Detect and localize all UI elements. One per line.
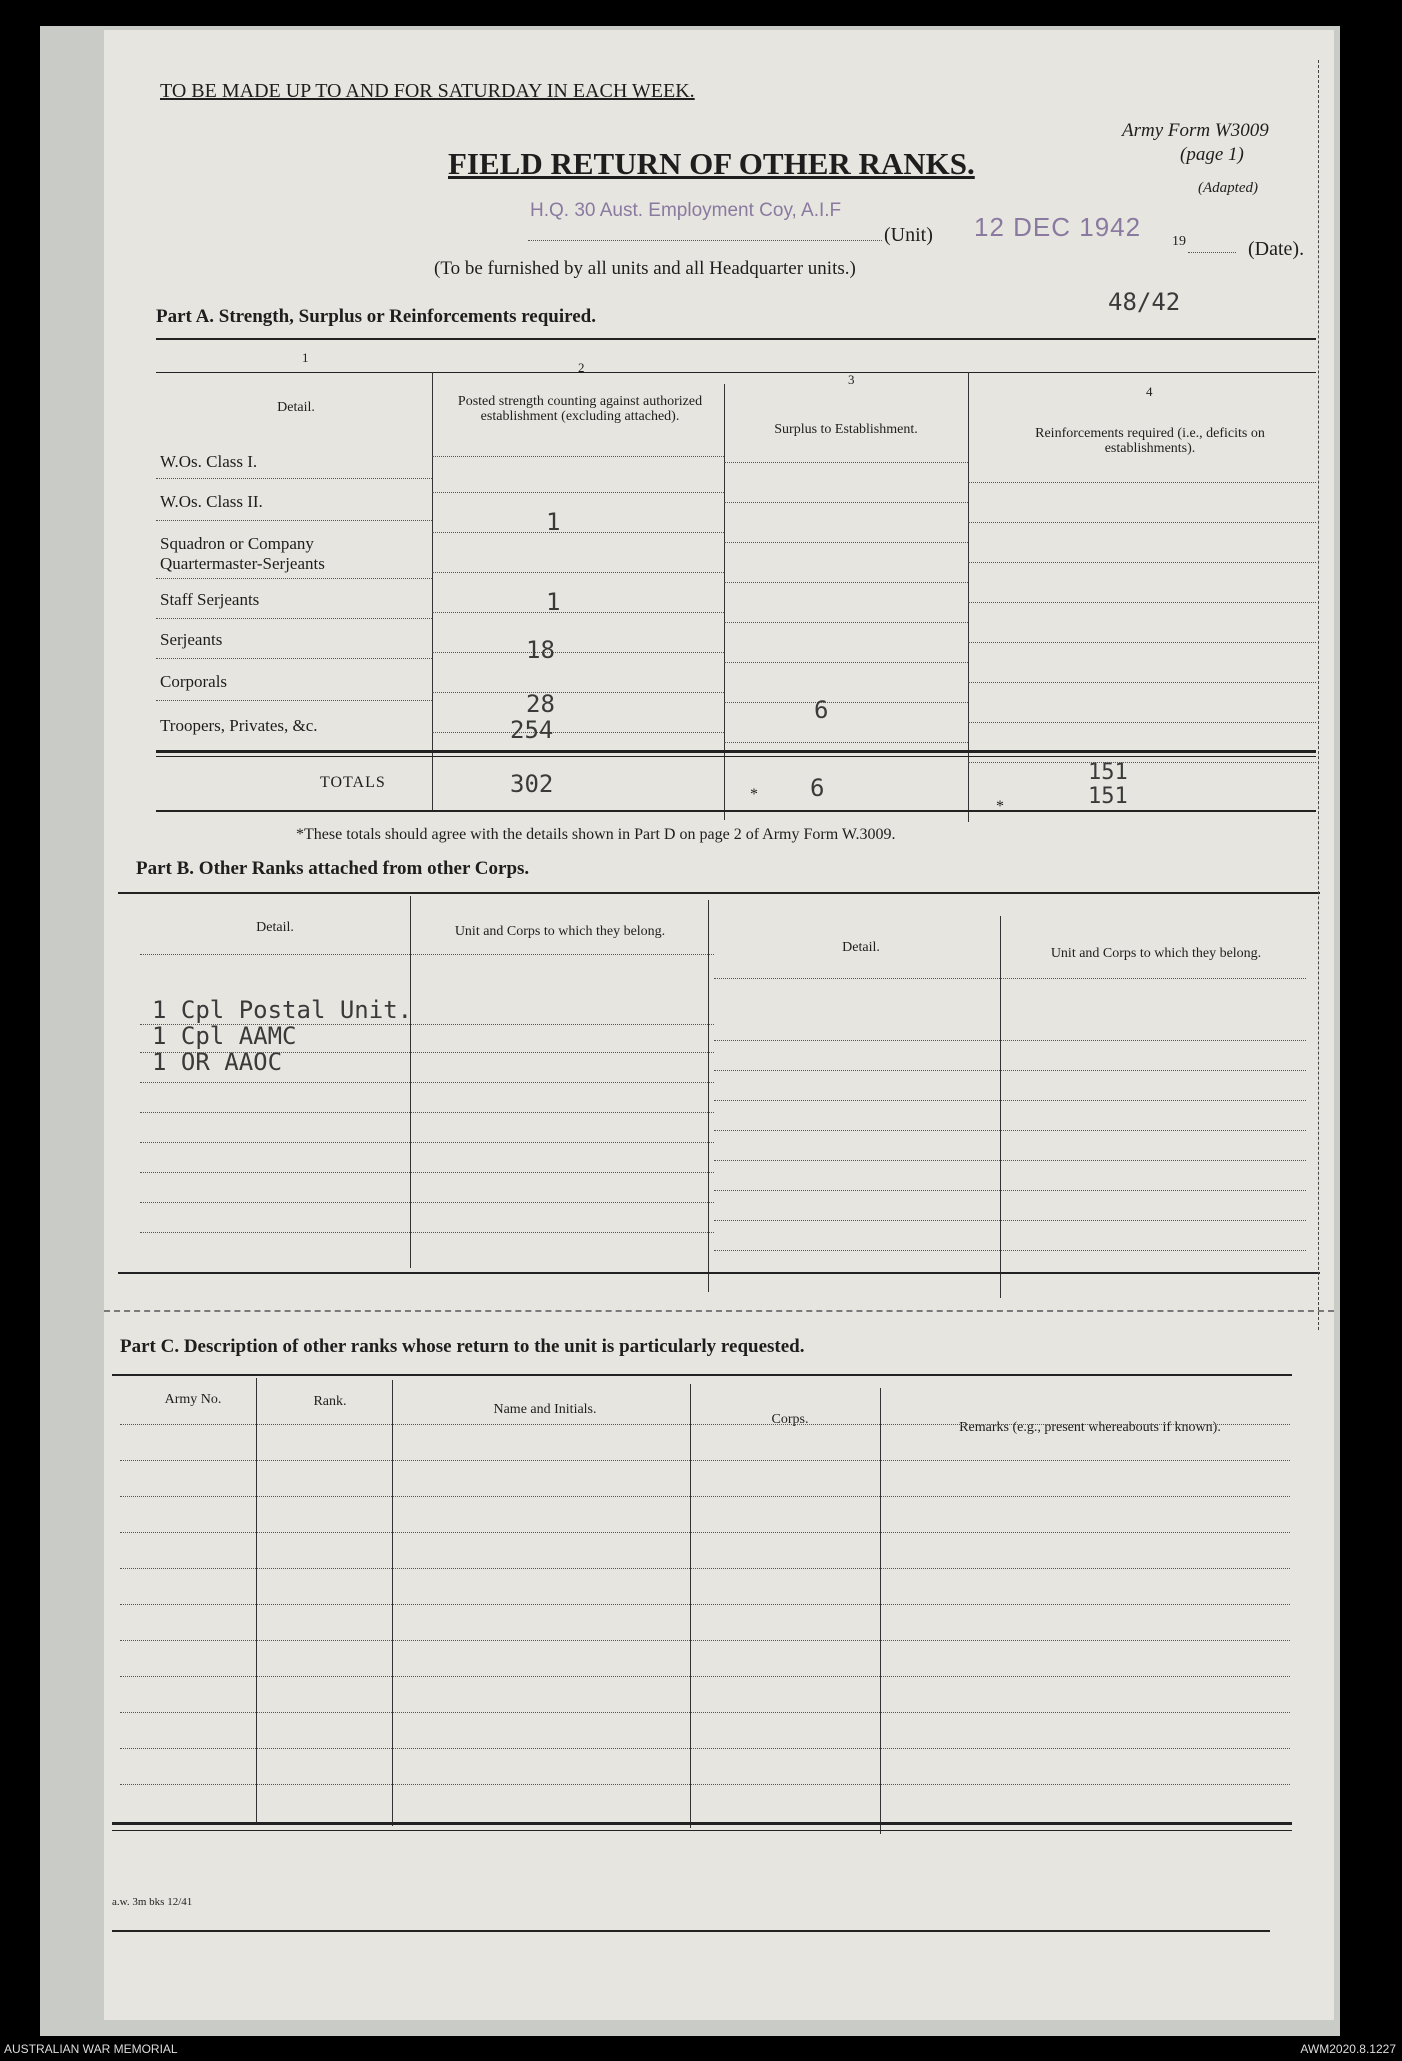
part-a-divider-3 [968, 372, 969, 822]
fold-edge [104, 1310, 1334, 1312]
unit-line [528, 240, 882, 241]
unit-label: (Unit) [884, 224, 933, 246]
part-b-title: Part B. Other Ranks attached from other Corps. [136, 858, 530, 879]
year-prefix: 19 [1172, 234, 1186, 249]
part-b-header-unit-left: Unit and Corps to which they belong. [454, 924, 666, 939]
form-title: FIELD RETURN OF OTHER RANKS. [448, 146, 975, 181]
totals-label: TOTALS [320, 774, 386, 791]
part-c-top-rule [112, 1374, 1292, 1376]
col-number-2: 2 [578, 360, 585, 375]
totals-surplus: 6 [810, 774, 825, 802]
furnished-note: (To be furnished by all units and all Headquarter units.) [434, 258, 856, 279]
part-b-header-detail-right: Detail. [842, 940, 880, 955]
form-bottom-rule [112, 1930, 1270, 1932]
row-label-staff-serjeants: Staff Serjeants [160, 590, 260, 609]
part-b-header-unit-right: Unit and Corps to which they belong. [1050, 946, 1262, 961]
part-b-divider-2 [708, 900, 709, 1292]
part-a-top-rule [156, 338, 1316, 340]
col-header-strength: Posted strength counting against authorized establishment (excluding attached). [457, 394, 703, 424]
part-c-header-corps: Corps. [771, 1412, 809, 1427]
adapted-label: (Adapted) [1198, 180, 1258, 196]
row-label-privates: Troopers, Privates, &c. [160, 716, 318, 735]
part-c-header-rank: Rank. [313, 1394, 347, 1409]
col-header-detail: Detail. [277, 400, 315, 415]
row-label-cqms-text: Squadron or Company Quartermaster-Serjeants [160, 534, 325, 573]
part-a-bottom-rule [156, 810, 1316, 812]
col-header-surplus: Surplus to Establishment. [774, 422, 918, 437]
col-header-reinforcements: Reinforcements required (i.e., deficits on establishments). [1035, 426, 1265, 456]
value-corporals-surplus: 6 [814, 696, 829, 724]
part-b-entry-2: 1 Cpl AAMC [152, 1022, 297, 1050]
date-line [1188, 252, 1236, 253]
part-b-entry-3: 1 OR AAOC [152, 1048, 283, 1076]
part-c-header-remarks: Remarks (e.g., present whereabouts if known). [959, 1420, 1221, 1435]
row-label-serjeants: Serjeants [160, 630, 223, 649]
part-a-divider-2 [724, 384, 725, 820]
value-serjeants-strength: 18 [526, 636, 555, 664]
value-corporals-strength: 28 [526, 690, 555, 718]
page-number: (page 1) [1180, 144, 1244, 165]
part-b-entry-1: 1 Cpl Postal Unit. [152, 996, 413, 1024]
footer-accession: AWM2020.8.1227 [1300, 2042, 1396, 2056]
part-c-divider-3 [690, 1384, 691, 1828]
col-number-3: 3 [848, 372, 855, 387]
row-label-corporals: Corporals [160, 672, 228, 691]
part-c-divider-1 [256, 1378, 257, 1822]
col-number-4: 4 [1146, 384, 1153, 399]
part-b-divider-3 [1000, 916, 1001, 1298]
part-c-header-army-no: Army No. [164, 1392, 222, 1407]
col-number-1: 1 [302, 350, 309, 365]
reference-number: 48/42 [1108, 288, 1181, 316]
part-c-header-name: Name and Initials. [493, 1402, 597, 1417]
part-b-bottom-rule [118, 1272, 1320, 1274]
totals-reinf-asterisk: * [996, 798, 1004, 815]
instruction: TO BE MADE UP TO AND FOR SATURDAY IN EACH WEEK. [160, 80, 695, 102]
part-c-divider-2 [392, 1380, 393, 1826]
totals-surplus-asterisk: * [750, 786, 758, 803]
part-c-divider-4 [880, 1388, 881, 1834]
totals-top-rule [156, 750, 1316, 753]
totals-strength: 302 [510, 770, 554, 798]
totals-reinforcements: 151 [1088, 784, 1128, 809]
part-b-header-detail-left: Detail. [256, 920, 294, 935]
value-privates-strength: 254 [510, 716, 554, 744]
print-code: a.w. 3m bks 12/41 [112, 1896, 193, 1908]
part-b-top-rule [118, 892, 1320, 894]
totals-note: *These totals should agree with the details shown in Part D on page 2 of Army Form W.3009. [296, 826, 896, 843]
part-a-divider-1 [432, 372, 433, 810]
part-c-bottom-rule [112, 1822, 1292, 1825]
footer-institution: AUSTRALIAN WAR MEMORIAL [4, 2042, 178, 2056]
unit-stamp: H.Q. 30 Aust. Employment Coy, A.I.F [530, 200, 842, 221]
row-label-wo2: W.Os. Class II. [160, 492, 263, 511]
row-label-wo1: W.Os. Class I. [160, 452, 258, 471]
form-right-border [1318, 60, 1319, 1330]
part-c-title: Part C. Description of other ranks whose return to the unit is particularly requested. [120, 1336, 805, 1357]
part-a-title: Part A. Strength, Surplus or Reinforcements required. [156, 306, 596, 327]
value-privates-reinforcements: 151 [1088, 760, 1128, 785]
date-label: (Date). [1248, 238, 1305, 260]
col-number-rule [156, 372, 1316, 373]
row-label-cqms [160, 534, 420, 574]
date-stamp: 12 DEC 1942 [974, 212, 1142, 242]
value-staff-serjeants-strength: 1 [546, 588, 561, 616]
army-form-number: Army Form W3009 [1122, 120, 1269, 141]
value-wo2-strength: 1 [546, 508, 561, 536]
